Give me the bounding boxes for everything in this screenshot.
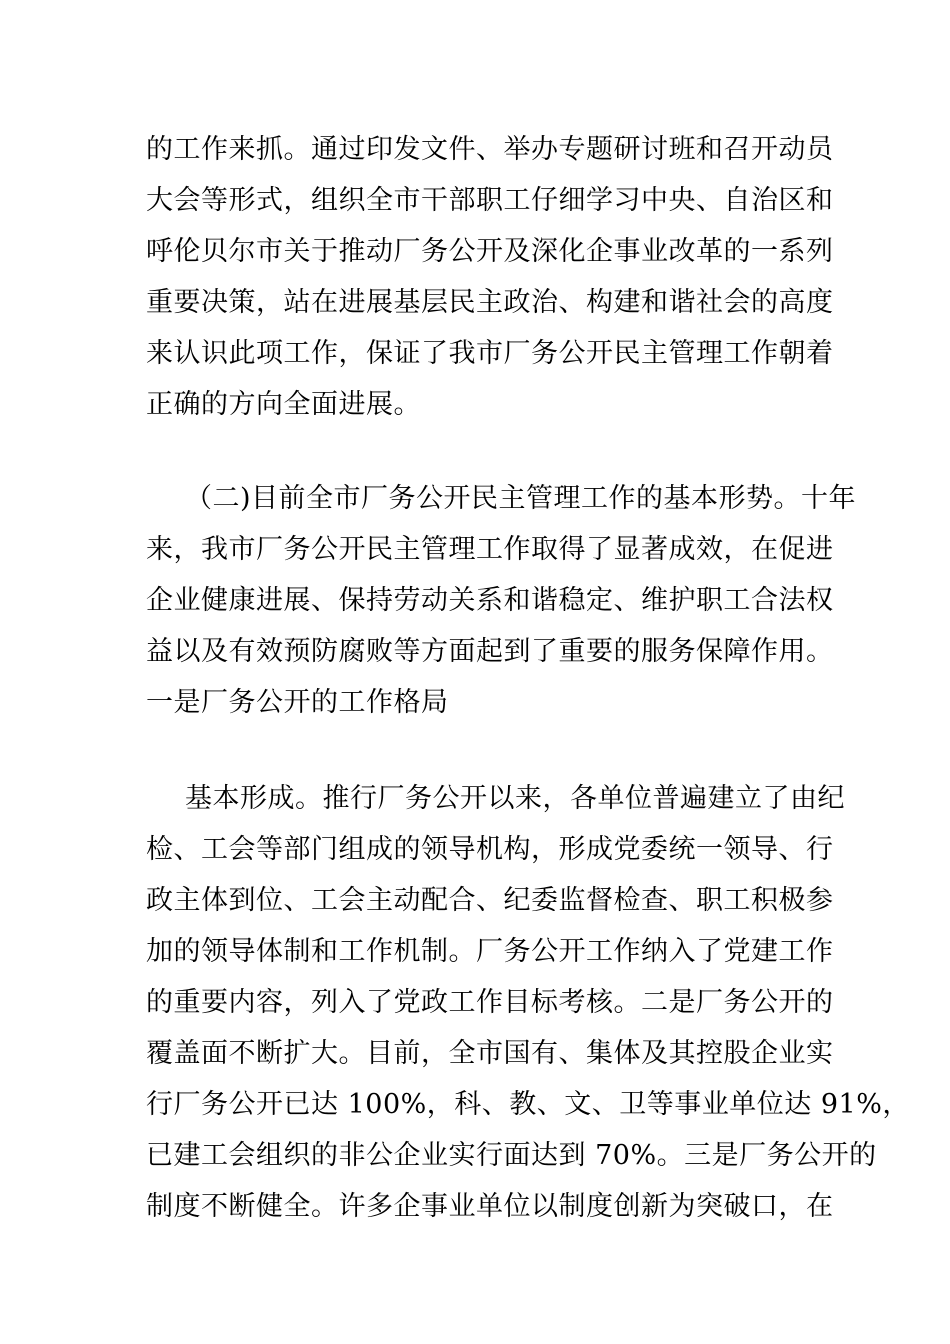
text-line: 益以及有效预防腐败等方面起到了重要的服务保障作用。 — [146, 636, 834, 667]
paragraph-1 — [146, 124, 834, 430]
text-line: 一是厂务公开的工作格局 — [146, 687, 449, 718]
text-line: 正确的方向全面进展。 — [146, 389, 421, 420]
text-line: 检、工会等部门组成的领导机构，形成党委统一领导、行 — [146, 834, 834, 865]
text-line: 行厂务公开已达 100%，科、教、文、卫等事业单位达 91%， — [146, 1089, 910, 1120]
paragraph-2 — [146, 473, 857, 728]
text-line: 制度不断健全。许多企事业单位以制度创新为突破口，在 — [146, 1191, 834, 1222]
paragraph-3 — [146, 773, 910, 1232]
text-line-first: 基本形成。推行厂务公开以来，各单位普遍建立了由纪 — [185, 783, 845, 814]
text-line: 的工作来抓。通过印发文件、举办专题研讨班和召开动员 — [146, 134, 834, 165]
text-line: 的重要内容，列入了党政工作目标考核。二是厂务公开的 — [146, 987, 834, 1018]
text-line: 覆盖面不断扩大。目前，全市国有、集体及其控股企业实 — [146, 1038, 834, 1069]
text-line: 呼伦贝尔市关于推动厂务公开及深化企事业改革的一系列 — [146, 236, 834, 267]
text-line: 已建工会组织的非公企业实行面达到 70%。三是厂务公开的 — [146, 1140, 877, 1171]
text-line: 重要决策，站在进展基层民主政治、构建和谐社会的高度 — [146, 287, 834, 318]
text-line: 政主体到位、工会主动配合、纪委监督检查、职工积极参 — [146, 885, 834, 916]
text-line-first: （二)目前全市厂务公开民主管理工作的基本形势。十年 — [185, 483, 857, 514]
text-line: 加的领导体制和工作机制。厂务公开工作纳入了党建工作 — [146, 936, 834, 967]
text-line: 企业健康进展、保持劳动关系和谐稳定、维护职工合法权 — [146, 585, 834, 616]
text-line: 来，我市厂务公开民主管理工作取得了显著成效，在促进 — [146, 534, 834, 565]
text-line: 来认识此项工作，保证了我市厂务公开民主管理工作朝着 — [146, 338, 834, 369]
text-line: 大会等形式，组织全市干部职工仔细学习中央、自治区和 — [146, 185, 834, 216]
